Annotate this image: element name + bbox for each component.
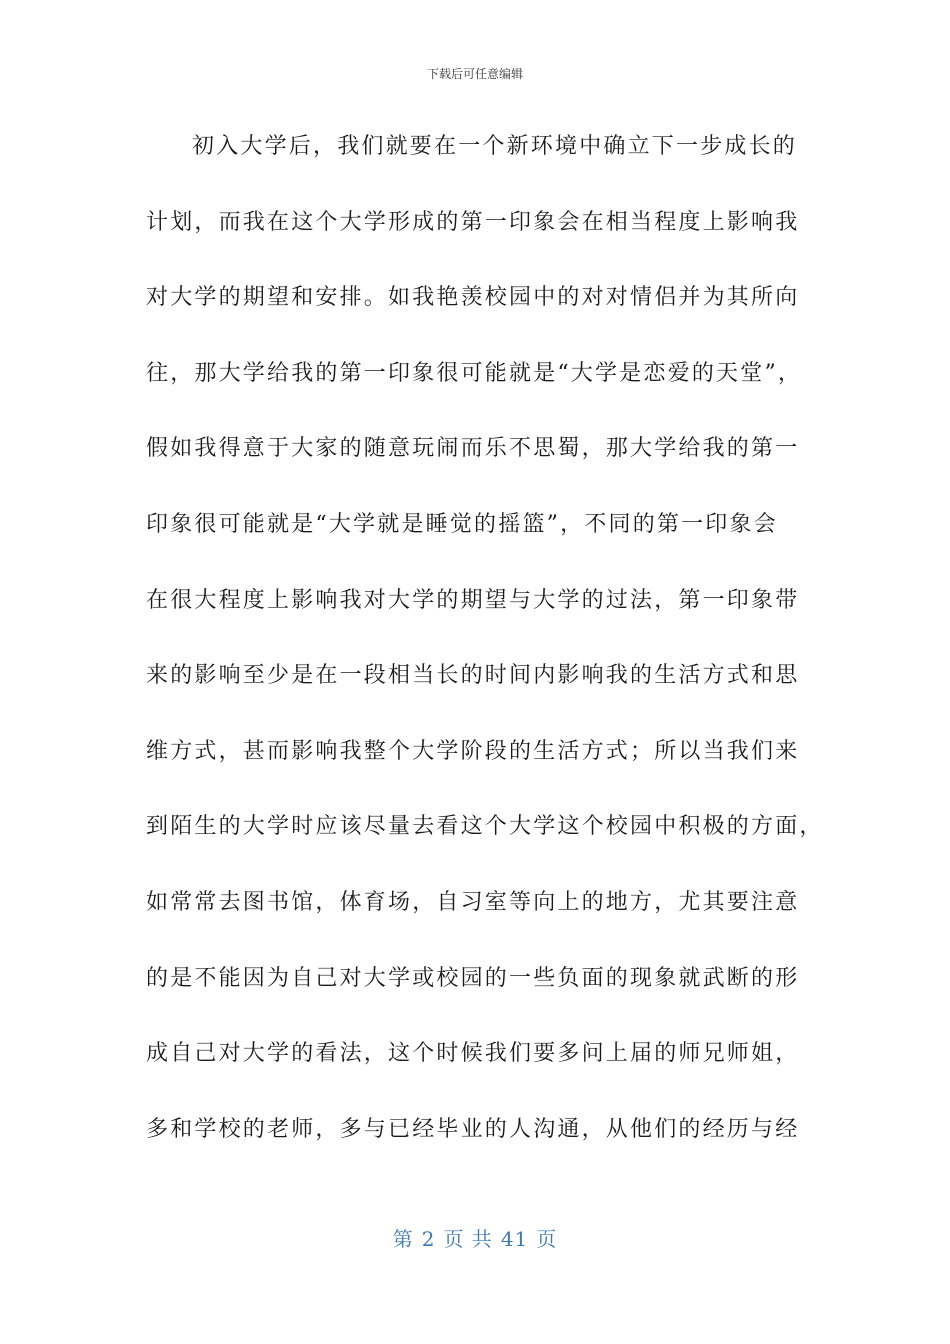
paragraph-line: 维方式，甚而影响我整个大学阶段的生活方式；所以当我们来 <box>146 738 800 764</box>
page-header: 下载后可任意编辑 <box>426 67 523 81</box>
paragraph-line: 印象很可能就是“大学就是睡觉的摇篮”，不同的第一印象会 <box>146 511 778 537</box>
paragraph-line: 在很大程度上影响我对大学的期望与大学的过法，第一印象带 <box>146 587 800 613</box>
paragraph-line: 如常常去图书馆，体育场，自习室等向上的地方，尤其要注意 <box>146 889 800 915</box>
page-number-footer <box>0 1227 950 1251</box>
paragraph-line: 假如我得意于大家的随意玩闹而乐不思蜀，那大学给我的第一 <box>146 436 800 462</box>
footer-middle: 页 共 <box>443 1227 493 1251</box>
footer-suffix: 页 <box>536 1227 558 1251</box>
paragraph-line: 初入大学后，我们就要在一个新环境中确立下一步成长的 <box>192 134 798 159</box>
paragraph-line: 成自己对大学的看法，这个时候我们要多问上届的师兄师姐， <box>146 1041 800 1067</box>
paragraph-line: 对大学的期望和安排。如我艳羡校园中的对对情侣并为其所向 <box>146 285 800 311</box>
footer-prefix: 第 <box>392 1227 414 1251</box>
paragraph-line: 往，那大学给我的第一印象很可能就是“大学是恋爱的天堂”， <box>146 360 803 386</box>
paragraph-line: 来的影响至少是在一段相当长的时间内影响我的生活方式和思 <box>146 663 800 689</box>
footer-total-pages: 41 <box>500 1227 529 1251</box>
document-body <box>146 128 824 1186</box>
paragraph-line: 多和学校的老师，多与已经毕业的人沟通，从他们的经历与经 <box>146 1116 800 1142</box>
paragraph-line: 计划，而我在这个大学形成的第一印象会在相当程度上影响我 <box>146 209 800 235</box>
paragraph-line: 的是不能因为自己对大学或校园的一些负面的现象就武断的形 <box>146 965 800 991</box>
paragraph-line: 到陌生的大学时应该尽量去看这个大学这个校园中积极的方面， <box>146 814 824 840</box>
footer-page-number: 2 <box>421 1227 436 1251</box>
